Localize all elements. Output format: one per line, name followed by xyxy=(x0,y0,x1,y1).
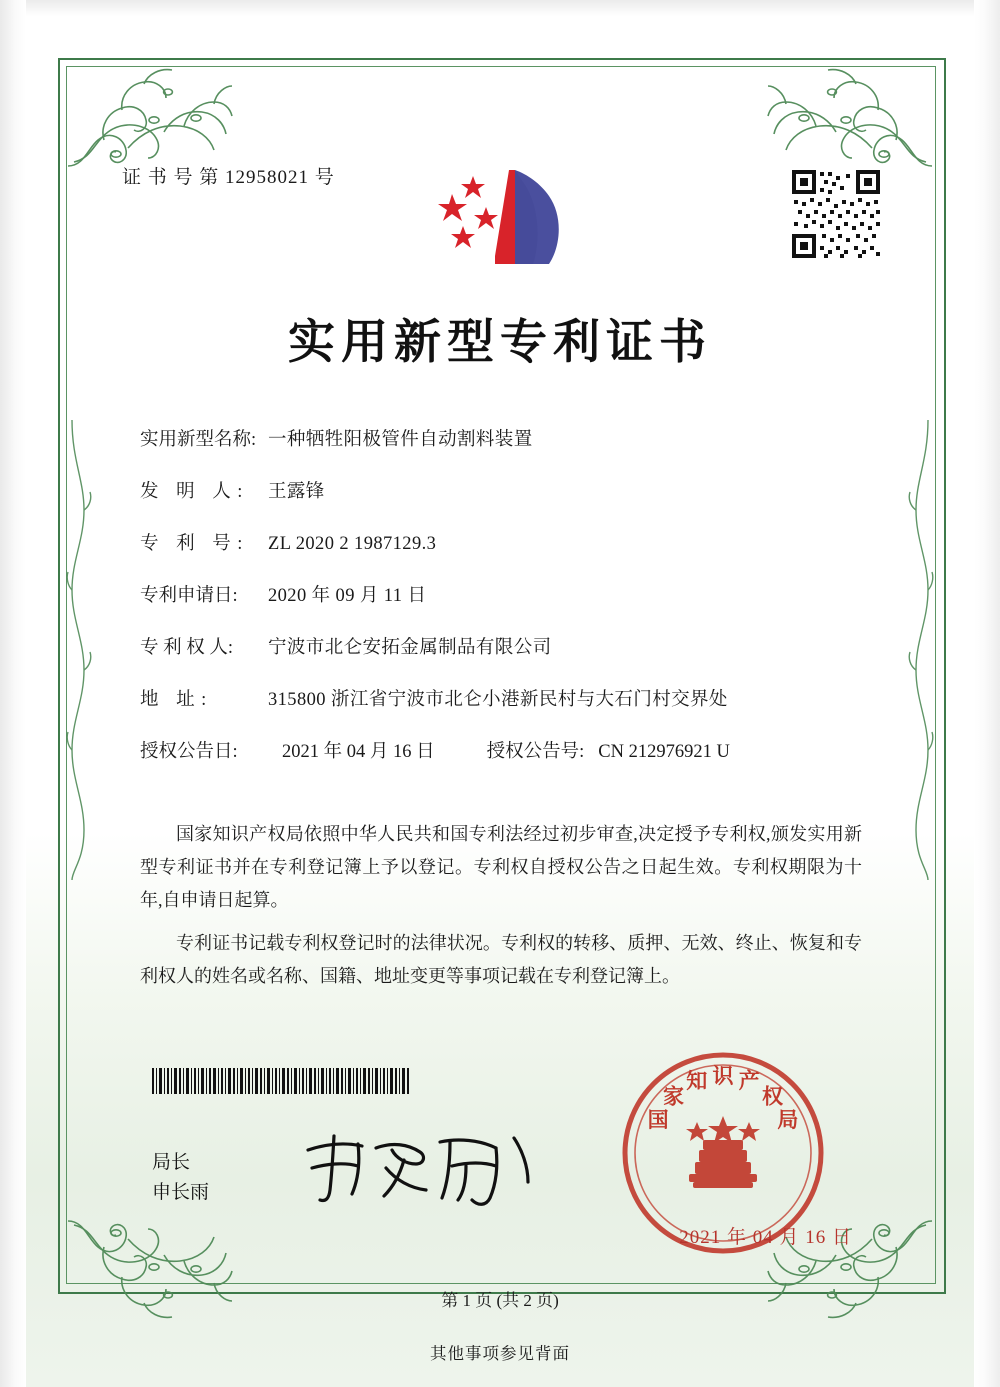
field-label: 地 址: xyxy=(140,690,213,710)
field-row-application-date xyxy=(140,581,880,607)
director-block xyxy=(152,1148,209,1208)
seal-char: 权 xyxy=(761,1083,783,1109)
director-title-label: 局长 xyxy=(152,1152,191,1173)
field-value: 一种牺牲阳极管件自动割料装置 xyxy=(268,430,533,450)
seal-char: 产 xyxy=(738,1068,760,1094)
side-vine-ornament-icon xyxy=(908,420,934,880)
footnote: 其他事项参见背面 xyxy=(430,1344,570,1363)
paragraph-2: 专利证书记载专利权登记时的法律状况。专利权的转移、质押、无效、终止、恢复和专利权人的姓名或名称、国籍、地址变更等事项记载在专利登记簿上。 xyxy=(140,933,862,986)
field-row-patentee xyxy=(140,633,880,659)
seal-char: 国 xyxy=(647,1106,669,1132)
field-list xyxy=(140,425,880,789)
seal-char: 知 xyxy=(686,1068,708,1094)
field-value: 宁波市北仑安拓金属制品有限公司 xyxy=(268,638,552,658)
corner-ornament-icon xyxy=(766,62,936,172)
director-name: 申长雨 xyxy=(152,1182,210,1203)
field-value: 315800 浙江省宁波市北仑小港新民村与大石门村交界处 xyxy=(268,690,728,710)
seal-char: 家 xyxy=(663,1083,685,1109)
corner-ornament-icon xyxy=(64,62,234,172)
field-label-announcement-number: 授权公告号: xyxy=(486,742,585,762)
legal-text-block xyxy=(140,818,862,1003)
page-title: 实用新型专利证书 xyxy=(288,315,712,370)
field-label-announcement-date: 授权公告日: xyxy=(140,742,238,762)
field-label: 发 明 人: xyxy=(140,482,249,502)
side-vine-ornament-icon xyxy=(66,420,92,880)
field-label: 专 利 号: xyxy=(140,534,249,554)
paragraph-1: 国家知识产权局依照中华人民共和国专利法经过初步审查,决定授予专利权,颁发实用新型专利证书并在专利登记簿上予以登记。专利权自授权公告之日起生效。专利权期限为十年,自申请日起算。 xyxy=(140,824,862,910)
field-row-address xyxy=(140,685,880,711)
barcode-icon xyxy=(152,1068,410,1094)
field-label: 专利申请日: xyxy=(140,586,238,606)
seal-date: 2021 年 04 月 16 日 xyxy=(679,1227,852,1248)
certificate-number: 证 书 号 第 12958021 号 xyxy=(122,167,335,188)
qr-code-icon xyxy=(790,168,882,260)
field-row-utility-model-name xyxy=(140,425,880,451)
field-value: 王露锋 xyxy=(268,482,325,502)
paper-edge-right xyxy=(974,0,1000,1387)
field-value-announcement-number: CN 212976921 U xyxy=(598,742,730,762)
handwritten-signature xyxy=(300,1128,540,1208)
cnipa-logo-icon xyxy=(437,160,567,278)
paper-edge-top xyxy=(0,0,1000,16)
field-label: 专 利 权 人: xyxy=(140,638,234,658)
field-row-patent-number xyxy=(140,529,880,555)
seal-char: 识 xyxy=(712,1063,734,1088)
field-value-announcement-date: 2021 年 04 月 16 日 xyxy=(282,742,435,762)
field-value: 2020 年 09 月 11 日 xyxy=(268,586,427,606)
field-value: ZL 2020 2 1987129.3 xyxy=(268,534,437,554)
field-row-inventor xyxy=(140,477,880,503)
field-row-announcement xyxy=(140,737,880,763)
field-label: 实用新型名称: xyxy=(140,430,257,450)
paper-edge-left xyxy=(0,0,26,1387)
page-number: 第 1 页 (共 2 页) xyxy=(441,1291,559,1310)
seal-char: 局 xyxy=(777,1106,799,1132)
